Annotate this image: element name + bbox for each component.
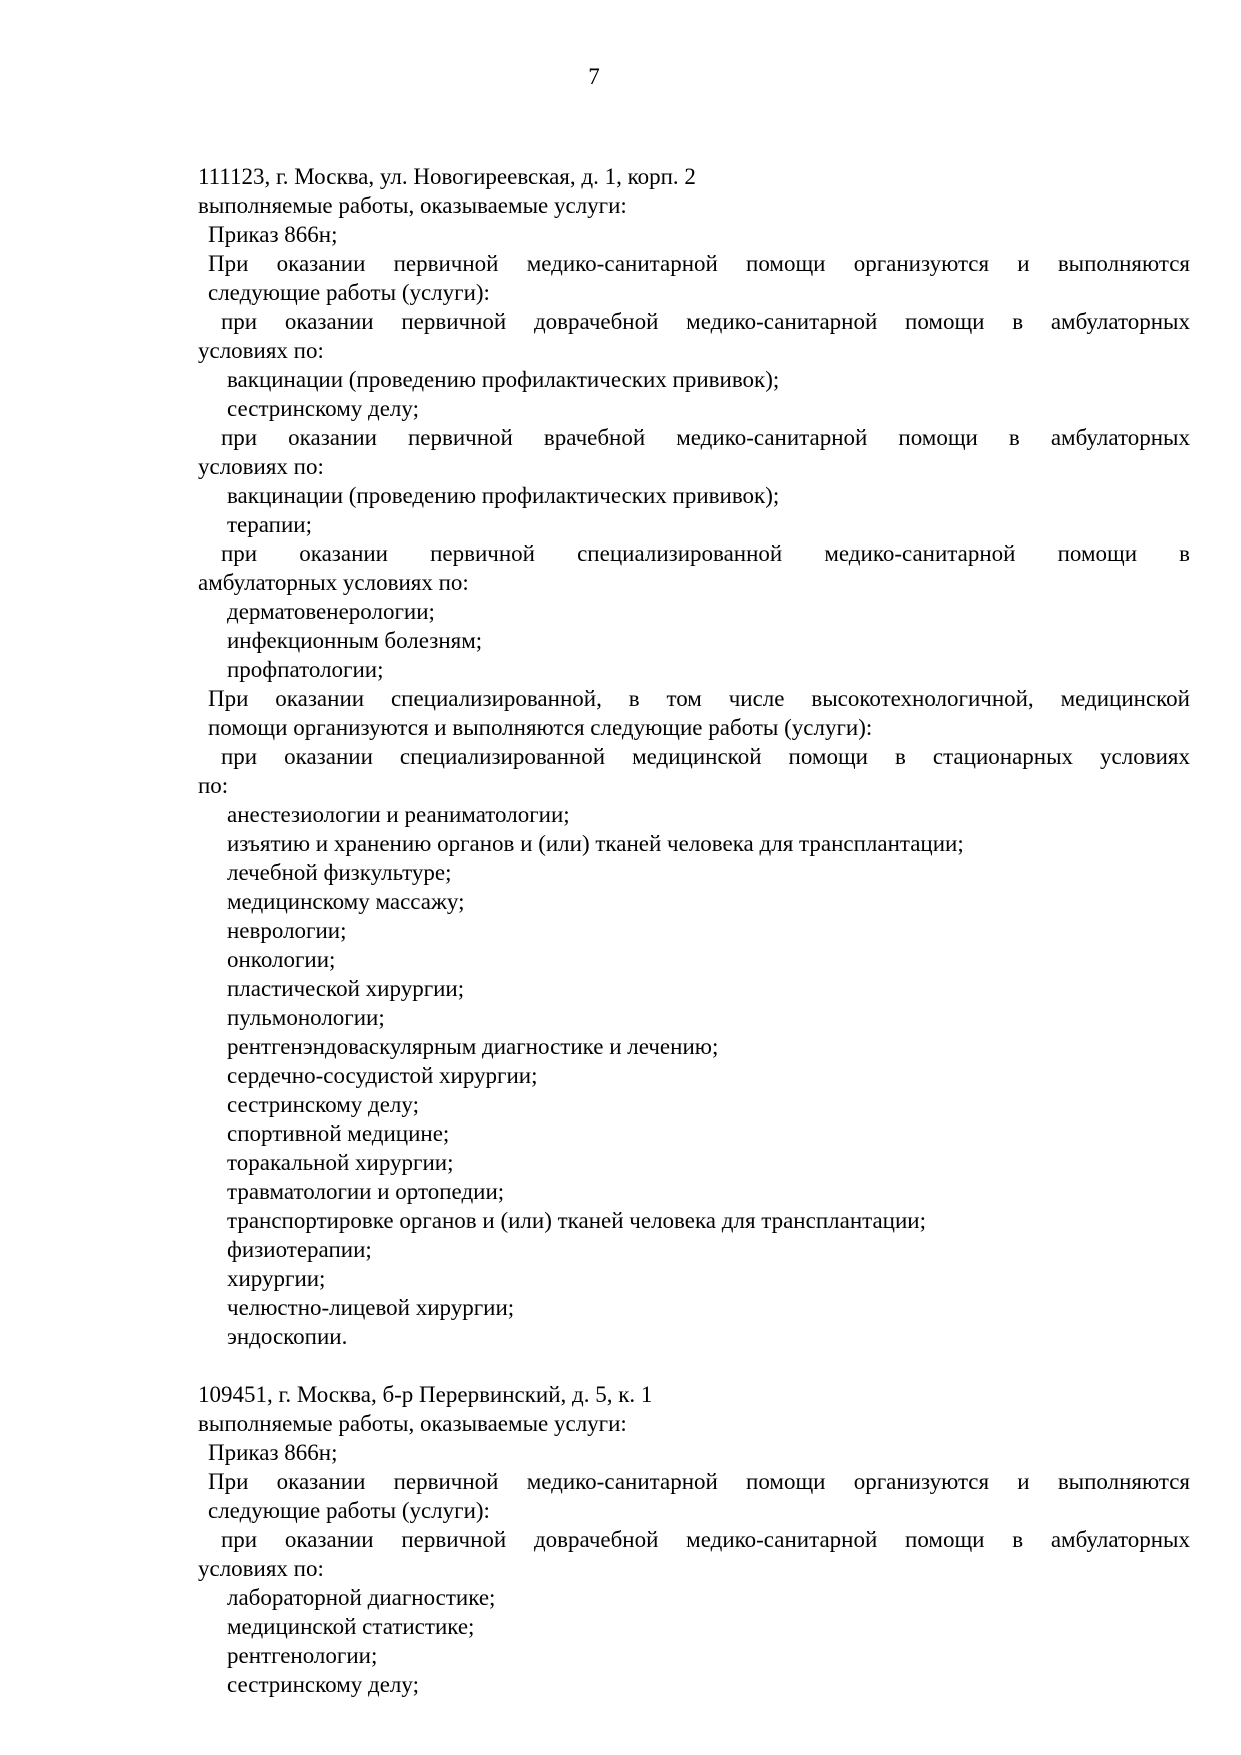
service-item: сестринскому делу;	[227, 1092, 419, 1117]
service-item: вакцинации (проведению профилактических прививок);	[227, 483, 780, 508]
service-item: анестезиологии и реаниматологии;	[227, 802, 570, 827]
paragraph-line: условиях по:	[198, 454, 324, 479]
service-item: медицинской статистике;	[227, 1614, 475, 1639]
service-item: вакцинации (проведению профилактических прививок);	[227, 367, 780, 392]
service-item: травматологии и ортопедии;	[227, 1179, 505, 1204]
document-content	[198, 162, 1190, 1699]
order-line: Приказ 866н;	[208, 222, 338, 247]
paragraph-line: при оказании первичной специализированной медико-санитарной помощи в	[221, 541, 1190, 566]
service-item: пульмонологии;	[227, 1005, 385, 1030]
address-line: 111123, г. Москва, ул. Новогиреевская, д. 1, корп. 2	[198, 164, 696, 189]
service-item: изъятию и хранению органов и (или) тканей человека для трансплантации;	[227, 831, 964, 856]
paragraph-line: условиях по:	[198, 338, 324, 363]
service-item: инфекционным болезням;	[227, 628, 483, 653]
service-item: онкологии;	[227, 947, 336, 972]
service-item: транспортировке органов и (или) тканей человека для трансплантации;	[227, 1208, 926, 1233]
address-line: 109451, г. Москва, б-р Перервинский, д. 5, к. 1	[198, 1382, 653, 1407]
location-111123	[198, 162, 1190, 1351]
service-item: сестринскому делу;	[227, 396, 419, 421]
paragraph-line: При оказании первичной медико-санитарной помощи организуются и выполняются	[208, 1469, 1190, 1494]
service-item: сестринскому делу;	[227, 1672, 419, 1697]
paragraph-line: при оказании первичной доврачебной медико-санитарной помощи в амбулаторных	[221, 1527, 1190, 1552]
paragraph-line: по:	[198, 773, 229, 798]
paragraph-line: при оказании специализированной медицинской помощи в стационарных условиях	[221, 744, 1190, 769]
service-item: дерматовенерологии;	[227, 599, 435, 624]
service-item: торакальной хирургии;	[227, 1150, 454, 1175]
service-item: терапии;	[227, 512, 312, 537]
paragraph-line: При оказании специализированной, в том числе высокотехнологичной, медицинской	[208, 686, 1190, 711]
paragraph-line: амбулаторных условиях по:	[198, 570, 469, 595]
paragraph-line: при оказании первичной доврачебной медико-санитарной помощи в амбулаторных	[221, 309, 1190, 334]
paragraph-line: помощи организуются и выполняются следующие работы (услуги):	[208, 715, 873, 740]
service-item: медицинскому массажу;	[227, 889, 465, 914]
location-109451	[198, 1380, 1190, 1699]
order-line: Приказ 866н;	[208, 1440, 338, 1465]
page-number: 7	[588, 64, 600, 89]
service-item: профпатологии;	[227, 657, 384, 682]
paragraph-line: следующие работы (услуги):	[208, 280, 490, 305]
service-item: неврологии;	[227, 918, 347, 943]
service-item: хирургии;	[227, 1266, 326, 1291]
service-item: челюстно-лицевой хирургии;	[227, 1295, 515, 1320]
paragraph-line: следующие работы (услуги):	[208, 1498, 490, 1523]
service-item: лабораторной диагностике;	[227, 1585, 496, 1610]
service-item: пластической хирургии;	[227, 976, 465, 1001]
service-item: сердечно-сосудистой хирургии;	[227, 1063, 538, 1088]
service-item: эндоскопии.	[227, 1324, 348, 1349]
works-services-label: выполняемые работы, оказываемые услуги:	[198, 1411, 627, 1436]
works-services-label: выполняемые работы, оказываемые услуги:	[198, 193, 627, 218]
service-item: рентгенэндоваскулярным диагностике и лечению;	[227, 1034, 719, 1059]
paragraph-line: при оказании первичной врачебной медико-санитарной помощи в амбулаторных	[221, 425, 1190, 450]
paragraph-line: При оказании первичной медико-санитарной помощи организуются и выполняются	[208, 251, 1190, 276]
paragraph-line: условиях по:	[198, 1556, 324, 1581]
service-item: лечебной физкультуре;	[227, 860, 452, 885]
service-item: рентгенологии;	[227, 1643, 378, 1668]
service-item: физиотерапии;	[227, 1237, 372, 1262]
service-item: спортивной медицине;	[227, 1121, 450, 1146]
